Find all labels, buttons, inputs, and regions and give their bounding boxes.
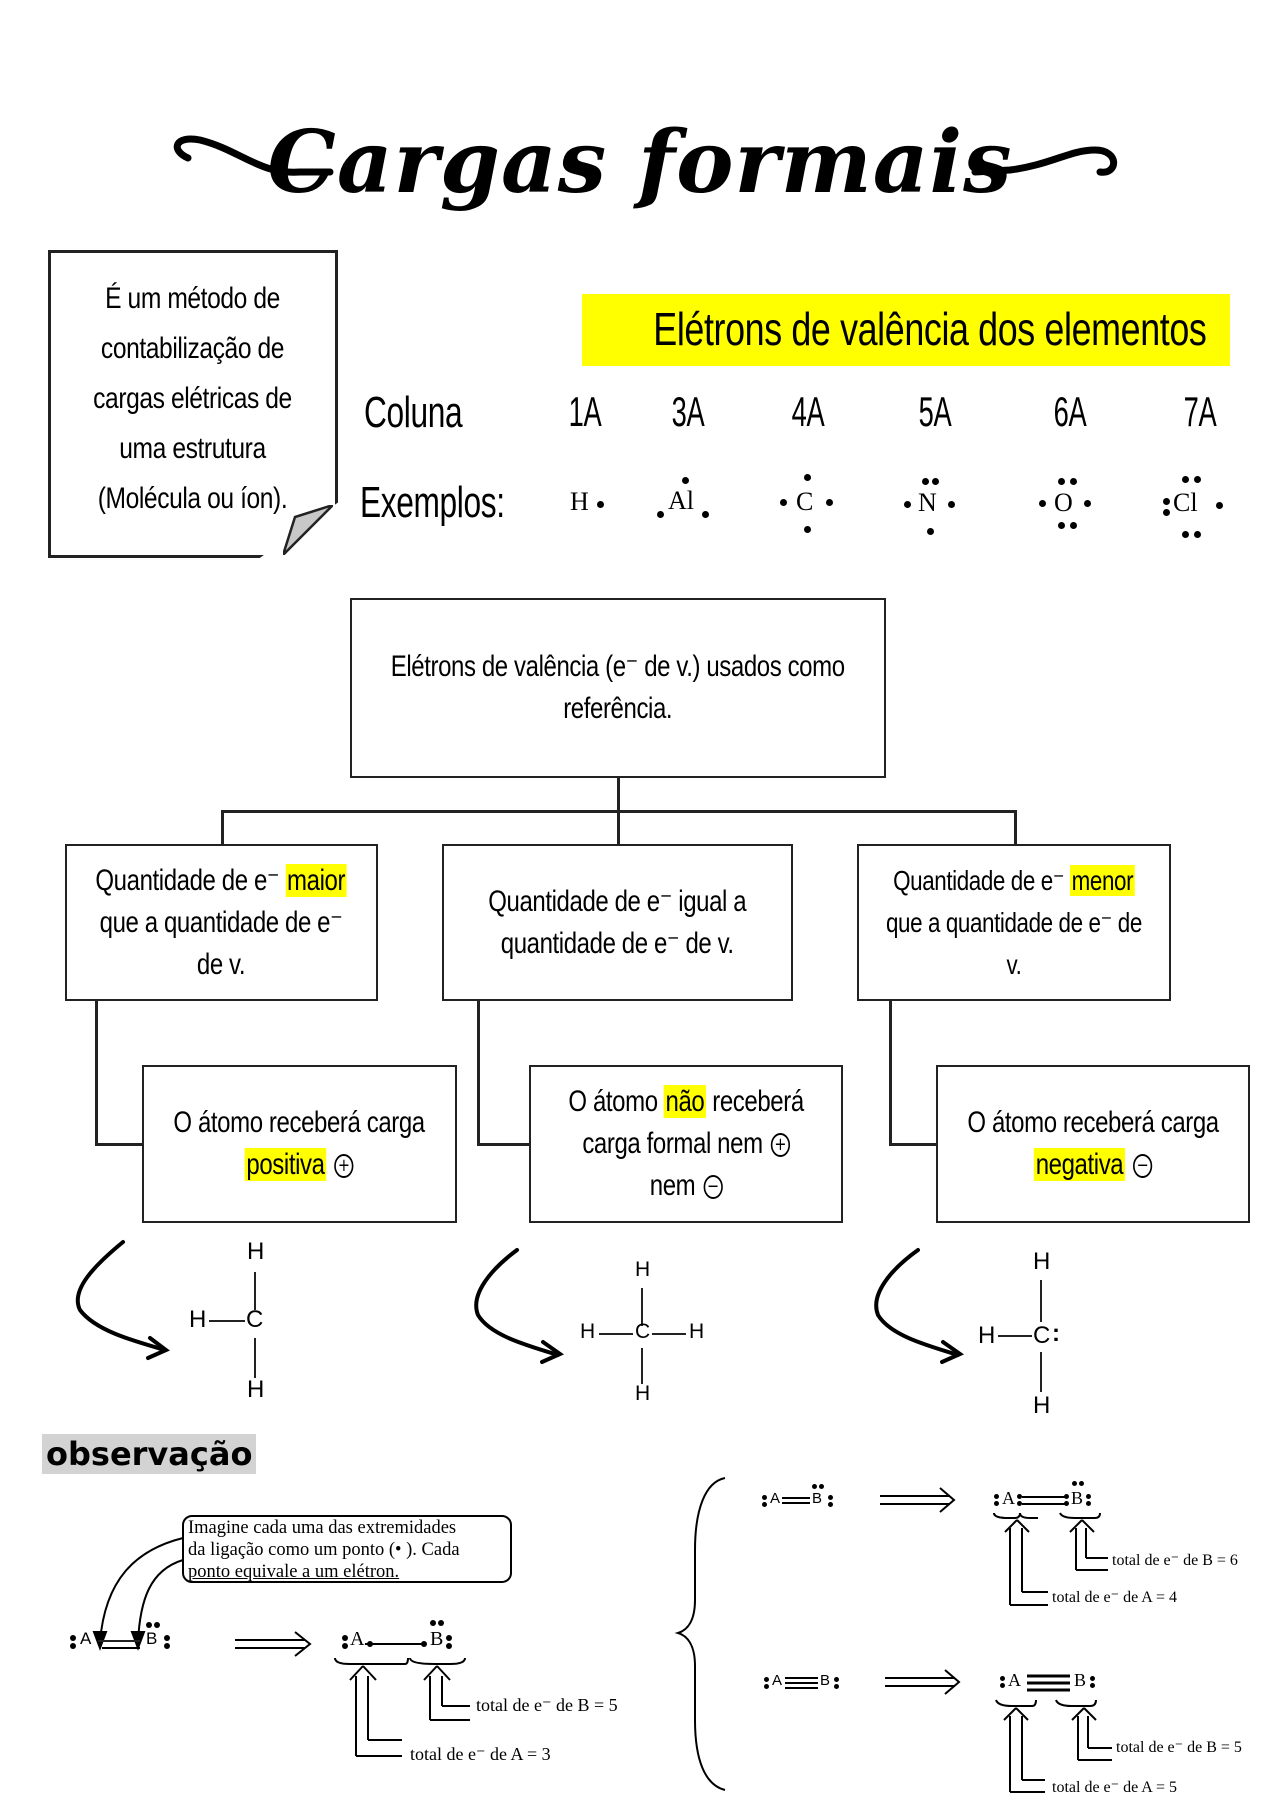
- result-box-positive: [142, 1065, 457, 1223]
- atom-label: H: [689, 1320, 705, 1343]
- condition-line: de v.: [197, 947, 246, 981]
- bond-line: [1040, 1352, 1042, 1392]
- bond-line: [254, 1338, 256, 1378]
- condition-line: Quantidade de e⁻ igual a: [488, 884, 747, 918]
- column-row-label: Coluna: [364, 388, 463, 437]
- column-header-6a: 6A: [1053, 388, 1087, 435]
- connector-line: [477, 1001, 480, 1145]
- bond-line: [1040, 1280, 1042, 1322]
- atom-label: H: [635, 1382, 651, 1405]
- curved-arrow-icon: [78, 1242, 165, 1350]
- condition-text: [96, 860, 347, 986]
- definition-line: (Molécula ou íon).: [97, 482, 288, 515]
- condition-box-less: [857, 844, 1171, 1001]
- bond-line: [652, 1333, 686, 1335]
- connector-line: [889, 1001, 892, 1145]
- condition-box-equal: [442, 844, 793, 1001]
- total-a-triple: total de e⁻ de A = 5: [1052, 1779, 1177, 1796]
- condition-line: que a quantidade de e⁻: [100, 905, 343, 939]
- page-title: Cargas formais: [267, 112, 1013, 213]
- connector-line: [1014, 810, 1017, 844]
- highlight-negativa: negativa: [1035, 1148, 1124, 1181]
- result-line: receberá: [705, 1085, 804, 1118]
- atom-label: C: [635, 1320, 651, 1343]
- atom-b: B: [1071, 1488, 1084, 1508]
- definition-line: cargas elétricas de: [93, 382, 292, 415]
- atom-a: A: [350, 1628, 365, 1650]
- atom-a: A: [1002, 1488, 1015, 1508]
- bond-line: [209, 1320, 245, 1322]
- result-line: O átomo receberá carga: [173, 1106, 426, 1139]
- connector-line: [95, 1001, 98, 1145]
- root-line: referência.: [563, 692, 673, 725]
- column-header-5a: 5A: [918, 388, 952, 435]
- element-symbol: Al: [668, 486, 694, 515]
- result-line: nem: [649, 1169, 696, 1202]
- atom-b: B: [430, 1628, 444, 1650]
- callout-line: da ligação como um ponto (• ). Cada: [188, 1540, 460, 1560]
- atom-a: A: [1008, 1670, 1021, 1690]
- highlight-menor: menor: [1071, 864, 1134, 896]
- total-b-triple: total de e⁻ de B = 5: [1116, 1739, 1242, 1756]
- connector-line: [95, 1143, 143, 1146]
- atom-label: H: [580, 1320, 596, 1343]
- atom-label: H: [1033, 1392, 1051, 1419]
- molecule-ch3-positive: [185, 1238, 285, 1408]
- condition-line: Quantidade de e⁻: [95, 863, 286, 897]
- highlight-nao: não: [665, 1085, 705, 1118]
- root-box: [350, 598, 886, 778]
- atom-label: H: [635, 1258, 651, 1281]
- atom-label: H: [978, 1322, 996, 1349]
- molecule-ch4-neutral: [578, 1258, 718, 1418]
- atom-b: B: [820, 1672, 831, 1689]
- connector-line: [889, 1143, 936, 1146]
- connector-line: [617, 778, 620, 811]
- definition-text: [76, 274, 310, 524]
- callout-line: ponto equivale a um elétron.: [188, 1562, 400, 1582]
- column-header-3a: 3A: [671, 388, 705, 435]
- negative-charge-icon: −: [1133, 1154, 1152, 1178]
- condition-line: Quantidade de e⁻: [893, 864, 1071, 896]
- atom-a: A: [80, 1629, 92, 1648]
- element-symbol: O: [1054, 488, 1073, 517]
- curved-arrow-icon: [476, 1250, 558, 1355]
- lone-pair: :: [1052, 1320, 1060, 1347]
- column-header-1a: 1A: [568, 388, 602, 435]
- bond-result-single: [336, 1628, 466, 1658]
- condition-line: v.: [1006, 948, 1022, 980]
- result-text: [967, 1102, 1218, 1186]
- condition-text: [489, 881, 747, 965]
- lewis-al: [654, 477, 714, 537]
- curved-arrow-icon: [876, 1250, 958, 1355]
- column-header-4a: 4A: [791, 388, 825, 435]
- element-symbol: N: [918, 488, 937, 517]
- lewis-o: [1036, 478, 1096, 540]
- atom-b: B: [1074, 1670, 1087, 1690]
- element-symbol: Cl: [1173, 488, 1198, 517]
- definition-line: uma estrutura: [119, 432, 266, 465]
- callout-line: Imagine cada uma das extremidades: [188, 1518, 457, 1538]
- molecule-ch3-negative: [978, 1248, 1088, 1418]
- element-symbol: C: [796, 487, 814, 516]
- total-b-single: total de e⁻ de B = 5: [476, 1695, 618, 1715]
- bond-result-double: [994, 1488, 1114, 1514]
- lewis-c: [776, 474, 836, 536]
- root-line: Elétrons de valência (e⁻ de v.) usados como: [391, 650, 845, 683]
- atom-b: B: [812, 1490, 823, 1507]
- bond-start-double: [762, 1490, 872, 1514]
- bond-start-single: [66, 1628, 186, 1658]
- atom-label: H: [247, 1376, 265, 1403]
- condition-line: quantidade de e⁻ de v.: [501, 926, 734, 960]
- lewis-cl: [1160, 476, 1230, 544]
- atom-label: C: [1033, 1322, 1051, 1349]
- definition-line: É um método de: [105, 282, 280, 315]
- definition-line: contabilização de: [100, 332, 285, 365]
- result-box-negative: [936, 1065, 1250, 1223]
- highlight-maior: maior: [287, 863, 346, 897]
- bond-start-triple: [764, 1672, 874, 1696]
- total-a-double: total de e⁻ de A = 4: [1052, 1589, 1177, 1606]
- atom-a: A: [772, 1672, 783, 1689]
- highlight-positiva: positiva: [246, 1148, 325, 1181]
- atom-label: H: [247, 1238, 265, 1265]
- bond-line: [599, 1333, 633, 1335]
- condition-line: que a quantidade de e⁻ de: [886, 906, 1142, 938]
- atom-label: C: [246, 1306, 264, 1333]
- bond-line: [641, 1348, 643, 1384]
- bond-result-triple: [1000, 1670, 1120, 1696]
- lewis-h: [570, 487, 620, 527]
- bond-line: [998, 1335, 1032, 1337]
- total-a-single: total de e⁻ de A = 3: [410, 1744, 551, 1764]
- result-line: O átomo receberá carga: [967, 1106, 1219, 1139]
- atom-label: H: [189, 1306, 207, 1333]
- positive-charge-icon: +: [335, 1154, 354, 1178]
- result-text: [174, 1102, 425, 1186]
- negative-charge-icon: −: [703, 1175, 722, 1199]
- condition-text: [886, 860, 1142, 986]
- column-header-7a: 7A: [1183, 388, 1217, 435]
- element-symbol: H: [570, 487, 589, 516]
- result-line: O átomo: [568, 1085, 664, 1118]
- connector-line: [617, 810, 620, 844]
- observation-heading: observação: [42, 1434, 256, 1474]
- bond-line: [98, 1640, 140, 1642]
- total-b-double: total de e⁻ de B = 6: [1112, 1552, 1238, 1569]
- valence-heading: Elétrons de valência dos elementos: [653, 303, 1207, 355]
- positive-charge-icon: +: [771, 1133, 790, 1157]
- atom-b: B: [146, 1629, 158, 1648]
- result-text: [568, 1081, 803, 1207]
- examples-row-label: Exemplos:: [360, 478, 505, 527]
- atom-label: H: [1033, 1248, 1051, 1275]
- lewis-n: [900, 478, 960, 540]
- grouping-brace: [670, 1470, 730, 1800]
- connector-line: [221, 810, 224, 844]
- condition-box-greater: [65, 844, 378, 1001]
- bond-line: [254, 1272, 256, 1310]
- connector-line: [477, 1143, 530, 1146]
- result-line: carga formal nem: [582, 1127, 763, 1160]
- result-box-neutral: [529, 1065, 843, 1223]
- atom-a: A: [770, 1490, 781, 1507]
- root-text: [391, 646, 845, 730]
